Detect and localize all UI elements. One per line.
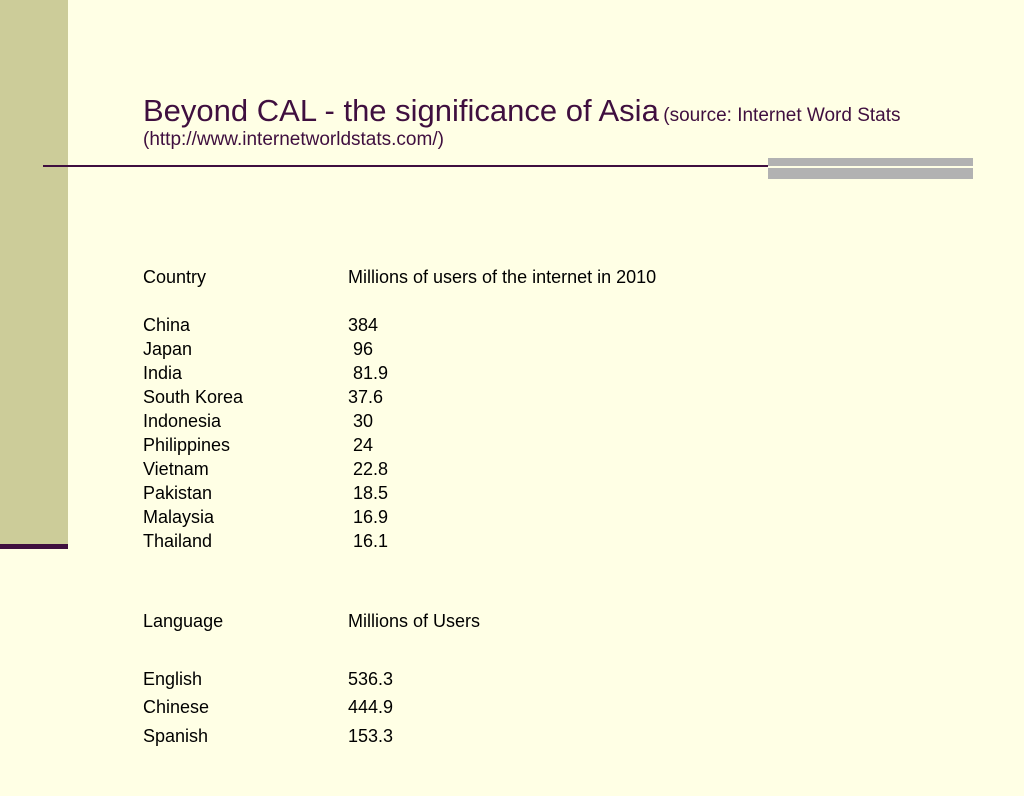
country-row xyxy=(143,505,389,529)
country-users: 96 xyxy=(348,339,374,359)
country-users: 16.9 xyxy=(348,507,389,527)
country-name: China xyxy=(143,315,191,335)
slide-title-main: Beyond CAL - the significance of Asia xyxy=(143,93,659,128)
country-users: 22.8 xyxy=(348,459,389,479)
country-name: Malaysia xyxy=(143,507,215,527)
language-row xyxy=(143,667,394,691)
country-name: Pakistan xyxy=(143,483,213,503)
slide-title xyxy=(143,92,983,152)
country-name: South Korea xyxy=(143,387,244,407)
language-table-header xyxy=(143,609,481,633)
language-row xyxy=(143,695,394,719)
language-users-header-label: Millions of Users xyxy=(348,611,481,631)
country-row xyxy=(143,529,389,553)
language-name: Chinese xyxy=(143,697,210,717)
country-row xyxy=(143,385,384,409)
country-users: 16.1 xyxy=(348,531,389,551)
country-users: 384 xyxy=(348,315,379,335)
slide-title-source: (source: Internet Word Stats (http://www.internetworldstats.com/) xyxy=(143,105,901,151)
country-users: 37.6 xyxy=(348,387,384,407)
country-users: 81.9 xyxy=(348,363,389,383)
language-name: English xyxy=(143,669,203,689)
country-name: Philippines xyxy=(143,435,231,455)
country-header-label: Country xyxy=(143,267,207,287)
language-header-label: Language xyxy=(143,611,224,631)
country-row xyxy=(143,457,389,481)
language-name: Spanish xyxy=(143,726,209,746)
country-name: Indonesia xyxy=(143,411,222,431)
left-decorative-bar xyxy=(0,0,68,546)
country-name: Japan xyxy=(143,339,193,359)
language-users: 153.3 xyxy=(348,726,394,746)
country-users: 18.5 xyxy=(348,483,389,503)
country-users: 24 xyxy=(348,435,374,455)
country-name: Thailand xyxy=(143,531,213,551)
grey-block-stripe xyxy=(768,166,973,168)
language-row xyxy=(143,724,394,748)
left-accent-line xyxy=(0,544,68,549)
country-name: Vietnam xyxy=(143,459,209,479)
language-users: 536.3 xyxy=(348,669,394,689)
country-users: 30 xyxy=(348,411,374,431)
country-row xyxy=(143,313,379,337)
country-row xyxy=(143,361,389,385)
country-users-header-label: Millions of users of the internet in 2010 xyxy=(348,267,657,287)
decorative-grey-block xyxy=(768,158,973,179)
country-table-header xyxy=(143,265,657,289)
country-row xyxy=(143,481,389,505)
country-row xyxy=(143,433,374,457)
country-row xyxy=(143,337,374,361)
country-name: India xyxy=(143,363,183,383)
country-row xyxy=(143,409,374,433)
language-users: 444.9 xyxy=(348,697,394,717)
